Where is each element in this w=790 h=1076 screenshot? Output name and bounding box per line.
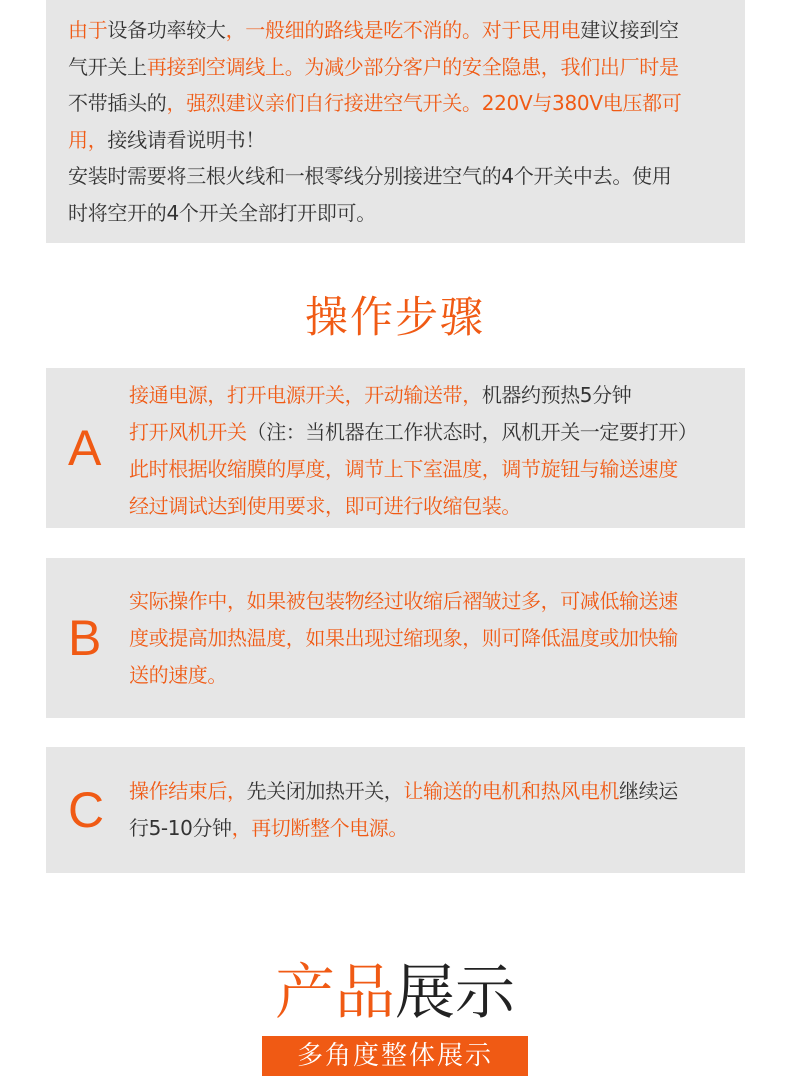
step-a-line-4: 经过调试达到使用要求，即可进行收缩包装。 — [129, 494, 521, 518]
step-a-line-2: 打开风机开关（注：当机器在工作状态时，风机开关一定要打开） — [129, 420, 698, 444]
step-b-line-2: 度或提高加热温度，如果出现过缩现象，则可降低温度或加快输 — [129, 626, 678, 650]
step-c-body — [129, 773, 727, 847]
step-a-body — [129, 377, 727, 525]
notice-line-4: 用，接线请看说明书！ — [68, 127, 266, 152]
showcase-subtitle-bar: 多角度整体展示 — [262, 1036, 528, 1076]
step-c-line-2: 行5-10分钟，再切断整个电源。 — [129, 816, 408, 840]
step-a-line-1: 接通电源，打开电源开关，开动输送带，机器约预热5分钟 — [129, 383, 632, 407]
notice-line-5: 安装时需要将三根火线和一根零线分别接进空气的4个开关中去。使用 — [68, 164, 672, 188]
step-b-line-1: 实际操作中，如果被包装物经过收缩后褶皱过多，可减低输送速 — [129, 589, 678, 613]
step-a-letter: A — [68, 420, 102, 476]
section-title: 操作步骤 — [305, 293, 485, 343]
step-a-line-3: 此时根据收缩膜的厚度，调节上下室温度，调节旋钮与输送速度 — [129, 457, 678, 481]
installation-notice — [46, 0, 745, 243]
step-b-line-3: 送的速度。 — [129, 663, 227, 687]
step-b-body — [129, 583, 727, 694]
notice-line-2: 气开关上再接到空调线上。为减少部分客户的安全隐患，我们出厂时是 — [68, 54, 679, 79]
notice-line-1: 由于设备功率较大，一般细的路线是吃不消的。对于民用电建议接到空 — [68, 18, 679, 42]
step-c-line-1: 操作结束后，先关闭加热开关，让输送的电机和热风电机继续运 — [129, 779, 678, 803]
showcase-title-part-2: 展示 — [395, 958, 515, 1028]
step-c-card — [46, 747, 745, 873]
step-b-card — [46, 558, 745, 718]
showcase-title-part-1: 产品 — [275, 958, 395, 1028]
step-c-letter: C — [68, 782, 105, 838]
step-b-letter: B — [68, 610, 102, 666]
notice-line-6: 时将空开的4个开关全部打开即可。 — [68, 200, 376, 225]
step-a-card — [46, 368, 745, 528]
product-showcase-title — [0, 958, 790, 1028]
notice-line-3: 不带插头的，强烈建议亲们自行接进空气开关。220V与380V电压都可 — [68, 91, 682, 115]
